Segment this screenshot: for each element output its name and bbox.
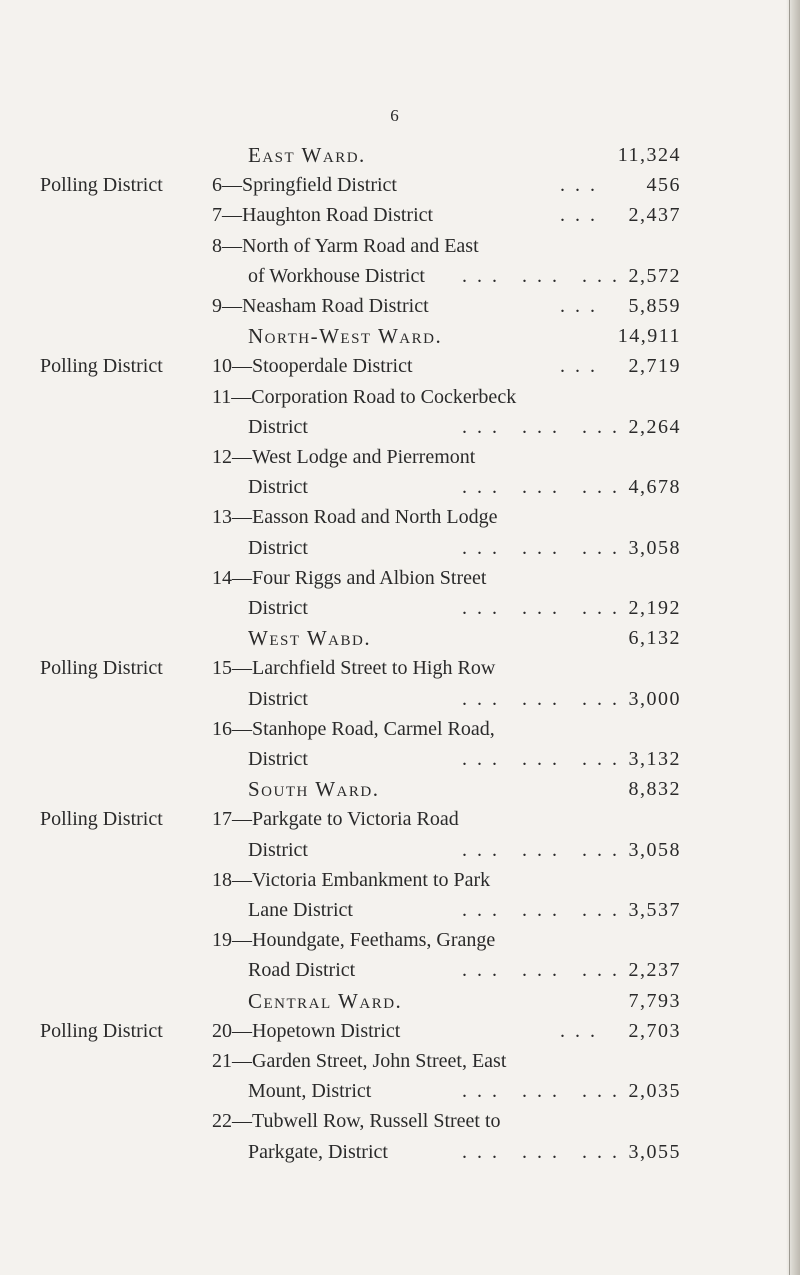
district-population: 2,437	[628, 204, 681, 227]
district-name-continued: Parkgate, District	[248, 1140, 388, 1163]
district-continuation-row	[0, 895, 800, 925]
district-row	[0, 170, 800, 200]
district-name: 15—Larchfield Street to High Row	[212, 657, 496, 680]
district-name: 9—Neasham Road District	[212, 295, 429, 317]
ward-heading-row	[0, 774, 800, 804]
leader-dots: ... ... ...	[462, 264, 627, 287]
leader-dots: ... ... ...	[462, 476, 627, 499]
polling-district-label: Polling District	[40, 808, 163, 831]
district-population: 3,055	[628, 1140, 681, 1163]
district-row	[0, 502, 800, 532]
district-population: 2,192	[628, 597, 681, 619]
district-name: 17—Parkgate to Victoria Road	[212, 808, 459, 831]
leader-dots: ... ... ...	[462, 536, 627, 559]
district-population: 456	[646, 174, 681, 197]
district-name: 13—Easson Road and North Lodge	[212, 506, 498, 529]
district-row	[0, 865, 800, 895]
ward-heading: South Ward.	[248, 777, 380, 802]
leader-dots: ... ... ...	[462, 415, 627, 438]
leader-dots: ...	[560, 174, 605, 197]
district-name: 12—West Lodge and Pierremont	[212, 446, 476, 468]
district-population: 2,572	[628, 264, 681, 287]
district-population: 2,035	[628, 1080, 681, 1103]
leader-dots: ... ... ...	[462, 597, 627, 619]
district-name-continued: District	[248, 536, 308, 559]
ward-total: 11,324	[617, 144, 681, 166]
leader-dots: ... ... ...	[462, 899, 627, 921]
district-name-continued: Mount, District	[248, 1080, 372, 1103]
district-continuation-row	[0, 1137, 800, 1167]
ward-heading-row	[0, 321, 800, 351]
district-name-continued: of Workhouse District	[248, 264, 425, 287]
district-row	[0, 653, 800, 683]
leader-dots: ... ... ...	[462, 1080, 627, 1103]
district-name: 10—Stooperdale District	[212, 355, 413, 378]
ward-total: 7,793	[628, 989, 681, 1012]
district-row	[0, 804, 800, 834]
district-row	[0, 563, 800, 593]
district-population: 3,537	[628, 899, 681, 921]
district-population: 3,058	[628, 838, 681, 861]
page-number: 6	[390, 106, 400, 125]
district-row	[0, 200, 800, 230]
ward-heading: East Ward.	[248, 143, 366, 167]
leader-dots: ...	[560, 295, 605, 317]
district-continuation-row	[0, 744, 800, 774]
district-row	[0, 1016, 800, 1046]
district-population: 3,132	[628, 748, 681, 770]
district-row	[0, 351, 800, 381]
ward-total: 6,132	[628, 627, 681, 650]
polling-district-label: Polling District	[40, 1019, 163, 1042]
polling-district-label: Polling District	[40, 174, 163, 197]
district-continuation-row	[0, 412, 800, 442]
district-population: 5,859	[628, 295, 681, 317]
leader-dots: ... ... ...	[462, 687, 627, 710]
polling-district-label: Polling District	[40, 657, 163, 680]
district-row	[0, 291, 800, 321]
district-continuation-row	[0, 1076, 800, 1106]
district-name: 6—Springfield District	[212, 174, 397, 197]
leader-dots: ... ... ...	[462, 838, 627, 861]
district-row	[0, 442, 800, 472]
district-name-continued: District	[248, 597, 308, 619]
district-name: 21—Garden Street, John Street, East	[212, 1050, 507, 1072]
polling-district-label: Polling District	[40, 355, 163, 378]
district-name-continued: District	[248, 687, 308, 710]
district-population: 2,719	[628, 355, 681, 378]
ward-heading: Central Ward.	[248, 988, 403, 1013]
district-row	[0, 231, 800, 261]
district-name-continued: District	[248, 748, 308, 770]
district-name: 18—Victoria Embankment to Park	[212, 868, 491, 891]
leader-dots: ... ... ...	[462, 1140, 627, 1163]
district-continuation-row	[0, 955, 800, 985]
district-name-continued: District	[248, 476, 308, 499]
district-name-continued: District	[248, 415, 308, 438]
ward-heading: North-West Ward.	[248, 324, 443, 349]
district-name-continued: District	[248, 838, 308, 861]
district-name: 19—Houndgate, Feethams, Grange	[212, 929, 496, 952]
district-continuation-row	[0, 835, 800, 865]
district-population: 2,264	[628, 415, 681, 438]
ward-heading-row	[0, 986, 800, 1016]
district-continuation-row	[0, 533, 800, 563]
district-name: 16—Stanhope Road, Carmel Road,	[212, 717, 495, 740]
district-row	[0, 1106, 800, 1136]
leader-dots: ...	[560, 1019, 605, 1042]
district-name: 7—Haughton Road District	[212, 204, 434, 227]
district-continuation-row	[0, 472, 800, 502]
district-name: 14—Four Riggs and Albion Street	[212, 566, 487, 589]
district-row	[0, 714, 800, 744]
district-population: 2,237	[628, 959, 681, 982]
district-name: 8—North of Yarm Road and East	[212, 234, 479, 257]
district-row	[0, 1046, 800, 1076]
district-population: 3,000	[628, 687, 681, 710]
ward-heading: West Wabd.	[248, 626, 372, 651]
district-name: 11—Corporation Road to Cockerbeck	[212, 385, 517, 408]
district-name: 22—Tubwell Row, Russell Street to	[212, 1110, 501, 1133]
ward-total: 14,911	[617, 325, 681, 348]
district-row	[0, 382, 800, 412]
leader-dots: ...	[560, 355, 605, 378]
leader-dots: ...	[560, 204, 605, 227]
ward-total: 8,832	[628, 778, 681, 801]
ward-heading-row	[0, 623, 800, 653]
district-continuation-row	[0, 684, 800, 714]
ward-heading-row	[0, 140, 800, 170]
district-continuation-row	[0, 593, 800, 623]
district-continuation-row	[0, 261, 800, 291]
district-name-continued: Road District	[248, 959, 356, 982]
district-population: 2,703	[628, 1019, 681, 1042]
district-population: 3,058	[628, 536, 681, 559]
district-row	[0, 925, 800, 955]
leader-dots: ... ... ...	[462, 959, 627, 982]
district-name: 20—Hopetown District	[212, 1019, 401, 1042]
leader-dots: ... ... ...	[462, 748, 627, 770]
district-population: 4,678	[628, 476, 681, 499]
district-name-continued: Lane District	[248, 899, 353, 921]
